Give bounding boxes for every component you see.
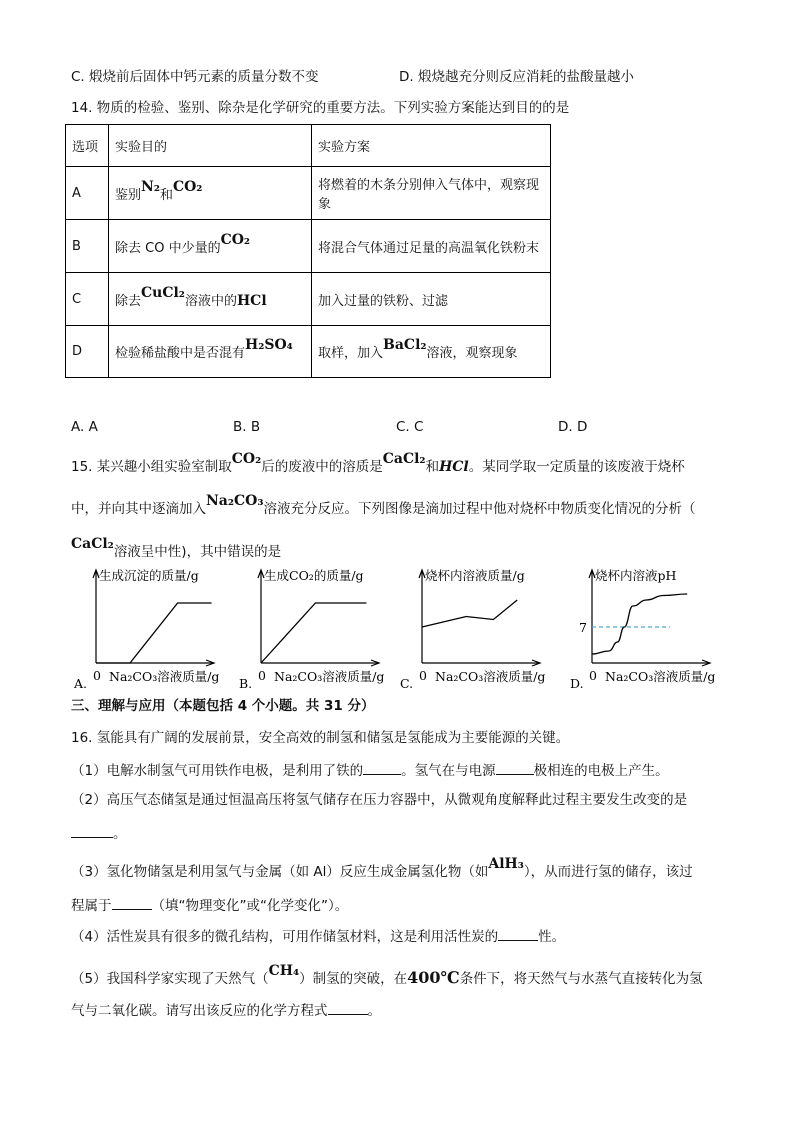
q16-part-4: （4）活性炭具有很多的微孔结构，可用作储氢材料，这是利用活性炭的 性。	[71, 926, 565, 946]
graph-origin: 0	[419, 668, 427, 683]
graph-option-label: A.	[74, 676, 88, 690]
formula: N₂	[141, 178, 160, 195]
q13-option-d: D. 煅烧越充分则反应消耗的盐酸量越小	[399, 69, 634, 85]
graph-origin: 0	[589, 668, 597, 683]
answer-blank[interactable]	[328, 1000, 368, 1015]
row-goal: 鉴别N₂和CO₂	[109, 167, 312, 220]
graph-title: 烧杯内溶液pH	[595, 568, 677, 583]
formula: CaCl₂	[71, 536, 114, 552]
graph-xlabel: Na₂CO₃溶液质量/g	[274, 669, 385, 684]
formula: CH₄	[268, 963, 300, 979]
row-plan: 将燃着的木条分别伸入气体中，观察现象	[312, 167, 551, 220]
header-plan: 实验方案	[312, 125, 551, 167]
q16-part-3-cont: 程属于 （填“物理变化”或“化学变化”）。	[71, 895, 348, 915]
answer-blank[interactable]	[498, 926, 538, 941]
row-option: A	[66, 167, 109, 220]
q16-part-3: （3）氢化物储氢是利用氢气与金属（如 Al）反应生成金属氢化物（如AlH₃），从而进行氢的储存，该过	[71, 856, 693, 880]
formula: AlH₃	[488, 856, 524, 872]
data-line	[592, 594, 687, 654]
graph-xlabel: Na₂CO₃溶液质量/g	[109, 669, 220, 684]
q16-part-2-cont: 。	[71, 823, 127, 843]
graph-option-label: C.	[400, 676, 414, 690]
row-goal: 检验稀盐酸中是否混有H₂SO₄	[109, 326, 312, 378]
q14-stem: 14. 物质的检验、鉴别、除杂是化学研究的重要方法。下列实验方案能达到目的的是	[71, 100, 570, 116]
q16-part-5-cont: 气与二氧化碳。请写出该反应的化学方程式 。	[71, 1000, 381, 1020]
q14-answer-d: D. D	[558, 419, 588, 435]
answer-blank[interactable]	[112, 895, 152, 910]
q15-line-3: CaCl₂溶液呈中性)，其中错误的是	[71, 536, 282, 560]
row-plan: 加入过量的铁粉、过滤	[312, 273, 551, 326]
graph-d	[570, 568, 715, 690]
table-row	[66, 273, 551, 326]
graph-option-label: D.	[570, 676, 584, 690]
q14-answer-a: A. A	[71, 419, 98, 435]
graph-title: 烧杯内溶液质量/g	[425, 568, 525, 583]
answer-blank[interactable]	[496, 760, 534, 775]
formula: CO₂	[220, 231, 251, 248]
q14-answer-c: C. C	[396, 419, 424, 435]
formula: H₂SO₄	[245, 337, 293, 353]
temperature: 400℃	[407, 968, 460, 987]
data-line	[96, 603, 212, 663]
data-line	[261, 603, 366, 663]
formula: BaCl₂	[383, 337, 427, 353]
formula: Na₂CO₃	[206, 493, 264, 509]
graph-origin: 0	[93, 668, 101, 683]
graph-option-label: B.	[239, 676, 253, 690]
row-option: C	[66, 273, 109, 326]
row-goal: 除去CuCl₂溶液中的HCl	[109, 273, 312, 326]
graph-xlabel: Na₂CO₃溶液质量/g	[605, 669, 716, 684]
row-option: D	[66, 326, 109, 378]
q14-answer-b: B. B	[233, 419, 261, 435]
q16-part-2: （2）高压气态储氢是通过恒温高压将氢气储存在压力容器中，从微观角度解释此过程主要发生改变的是	[71, 792, 688, 808]
table-row	[66, 167, 551, 220]
q15-line-2: 中，并向其中逐滴加入Na₂CO₃溶液充分反应。下列图像是滴加过程中他对烧杯中物质变化情况的分析（	[71, 493, 696, 517]
graph-title: 生成沉淀的质量/g	[99, 568, 199, 583]
row-goal: 除去 CO 中少量的CO₂	[109, 220, 312, 273]
row-option: B	[66, 220, 109, 273]
header-goal: 实验目的	[109, 125, 312, 167]
q13-option-c: C. 煅烧前后固体中钙元素的质量分数不变	[71, 69, 319, 85]
section-title: 三、理解与应用（本题包括 4 个小题。共 31 分）	[71, 698, 375, 714]
q14-table	[65, 124, 551, 378]
q16-part-1: （1）电解水制氢气可用铁作电极，是利用了铁的 。氢气在与电源 极相连的电极上产生。	[71, 760, 669, 780]
table-header-row	[66, 125, 551, 167]
q16-part-5: （5）我国科学家实现了天然气（CH₄）制氢的突破，在400℃条件下，将天然气与水蒸气直接转化为氢	[71, 963, 703, 987]
q15-graphs	[0, 560, 794, 690]
header-option: 选项	[66, 125, 109, 167]
reference-label: 7	[579, 620, 587, 635]
graph-title: 生成CO₂的质量/g	[264, 568, 364, 583]
graph-a	[73, 568, 219, 690]
graph-c	[400, 568, 545, 690]
row-plan: 取样，加入BaCl₂溶液，观察现象	[312, 326, 551, 378]
answer-blank[interactable]	[71, 823, 113, 838]
table-row	[66, 326, 551, 378]
formula: CO₂	[172, 178, 203, 195]
formula: HCl	[439, 459, 469, 475]
formula: HCl	[236, 292, 267, 309]
data-line	[422, 600, 517, 627]
table-row	[66, 220, 551, 273]
formula: CaCl₂	[382, 451, 426, 467]
answer-blank[interactable]	[363, 760, 401, 775]
q15-line-1: 15. 某兴趣小组实验室制取CO₂后的废液中的溶质是CaCl₂和HCl。某同学取一定质量的该废液于烧杯	[71, 451, 685, 475]
formula: CuCl₂	[141, 284, 185, 301]
graph-origin: 0	[258, 668, 266, 683]
row-plan: 将混合气体通过足量的高温氧化铁粉末	[312, 220, 551, 273]
graph-xlabel: Na₂CO₃溶液质量/g	[435, 669, 546, 684]
formula: CO₂	[231, 451, 262, 467]
graph-b	[239, 568, 384, 690]
q16-stem: 16. 氢能具有广阔的发展前景，安全高效的制氢和储氢是氢能成为主要能源的关键。	[71, 730, 570, 746]
